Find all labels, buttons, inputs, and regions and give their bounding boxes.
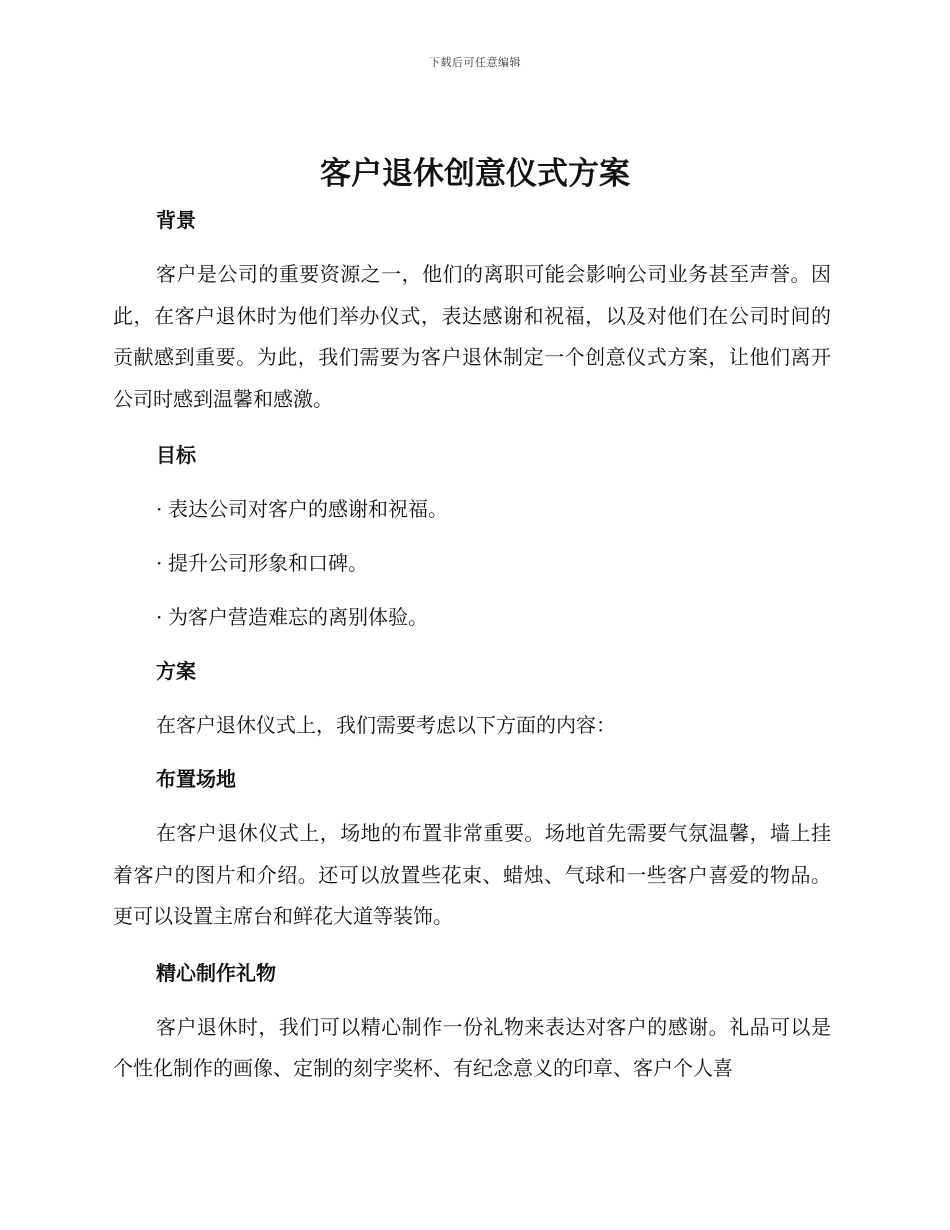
section-heading-gift: 精心制作礼物	[156, 960, 276, 985]
bullet-icon: ·	[156, 497, 163, 521]
goal-list-item	[113, 489, 831, 529]
gift-paragraph: 客户退休时，我们可以精心制作一份礼物来表达对客户的感谢。礼品可以是个性化制作的画像、定制的刻字奖杯、有纪念意义的印章、客户个人喜	[113, 1014, 831, 1080]
background-paragraph: 客户是公司的重要资源之一，他们的离职可能会影响公司业务甚至声誉。因此，在客户退休时为他们举办仪式，表达感谢和祝福，以及对他们在公司时间的贡献感到重要。为此，我们需要为客户退休制定一个创意仪式方案，让他们离开公司时感到温馨和感激。	[113, 262, 831, 411]
goal-list-item	[113, 597, 831, 637]
goal-text: 表达公司对客户的感谢和祝福。	[168, 497, 448, 521]
goal-text: 为客户营造难忘的离别体验。	[168, 605, 428, 629]
bullet-icon: ·	[156, 605, 163, 629]
section-heading-plan: 方案	[156, 659, 196, 683]
section-heading-goals: 目标	[156, 443, 196, 467]
section-heading-venue: 布置场地	[156, 767, 236, 791]
venue-paragraph: 在客户退休仪式上，场地的布置非常重要。场地首先需要气氛温馨，墙上挂着客户的图片和介绍。还可以放置些花束、蜡烛、气球和一些客户喜爱的物品。更可以设置主席台和鲜花大道等装饰。	[113, 821, 831, 928]
page-header: 下载后可任意编辑	[429, 56, 521, 69]
bullet-icon: ·	[156, 551, 163, 575]
goal-list-item	[113, 543, 831, 583]
document-body	[113, 200, 831, 1090]
goal-text: 提升公司形象和口碑。	[168, 551, 368, 575]
plan-paragraph: 在客户退休仪式上，我们需要考虑以下方面的内容：	[156, 713, 616, 737]
document-title: 客户退休创意仪式方案	[320, 156, 630, 192]
section-heading-background: 背景	[156, 208, 196, 232]
